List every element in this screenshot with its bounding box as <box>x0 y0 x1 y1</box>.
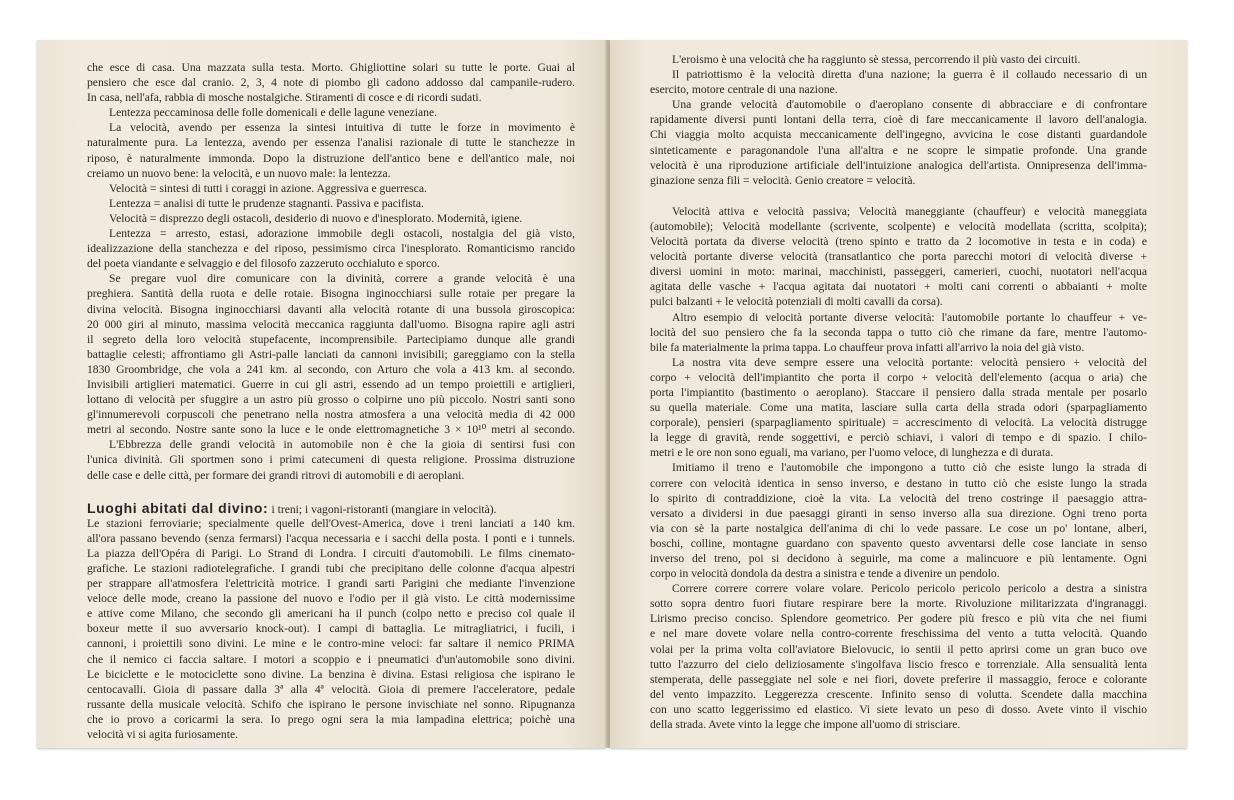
text-line: Chi viaggia molto acquista meccanicamente dell'ingegno, avvicina le cose distanti guardandole <box>650 128 1147 142</box>
text-line: del poeta viandante e selvaggio e del filosofo zazzeruto occhialuto e sporco. <box>87 257 440 271</box>
text-line: divina velocità. Bisogna inginocchiarsi davanti alla velocità rotante di una bussola giroscopica: <box>87 302 575 316</box>
text-line: porta l'impiantito (bastimento o aeroplano). Staccare il pensiero dalla strada mentale per posarlo <box>650 385 1147 399</box>
right-text-column <box>650 52 1147 732</box>
text-line: locità del suo pensiero che fa la seconda tappa o tutto ciò che rimane da fare, mentre l'automo- <box>650 325 1147 339</box>
text-line: pulci balzanti + le velocità potenziali di molti cavalli da corsa). <box>650 295 943 309</box>
text-line: della strada. Avete vinto la legge che impone all'uomo di strisciare. <box>650 718 961 732</box>
text-line: volai per la prima volta coll'aviatore Bielovucic, io sentii il petto aprirsi come un gran buco ove <box>650 642 1147 656</box>
text-line: L'Ebbrezza delle grandi velocità in automobile non è che la gioia di sentirsi fusi con <box>109 438 575 452</box>
text-line: che io provo a coricarmi la sera. Io prego ogni sera la mia lampadina elettrica; poichè una <box>87 712 575 726</box>
section-heading: Luoghi abitati dal divino: <box>87 500 269 516</box>
text-line: corpo + velocità dell'impiantito che porta il corpo + velocità dell'elemento (acqua o aria) che <box>650 370 1147 384</box>
text-line: sotto sopra dentro fuori fiutare respirare bere la morte. Rivoluzione militarizzata d'ingranaggi. <box>650 597 1147 611</box>
text-line: corporale), pensieri (sparpagliamento spirituale) = accrescimento di velocità. La velocità distrugge <box>650 416 1147 430</box>
text-line: naturalmente pura. La lentezza, avendo per essenza l'analisi razionale di tutte le stanchezze in <box>87 136 575 150</box>
text-line: che esce di casa. Una mazzata sulla testa. Morto. Ghigliottine solari su tutte le porte. Guai al <box>87 61 575 74</box>
text-line: stemperata, delle passeggiate nel sole e nei fiori, dovete preferire il massaggio, feroce e colorante <box>650 672 1147 686</box>
text-line: metri al secondo. Nostre sante sono la luce e le onde elettromagnetiche 3 × 10¹⁰ metri al secondo. <box>87 423 575 437</box>
text-line: Una grande velocità d'automobile o d'aeroplano consente di abbracciare e di confrontare <box>672 98 1147 112</box>
text-line: In casa, nell'afa, rabbia di mosche nostalgiche. Stiramenti di cosce e di ricordi sudati. <box>87 91 482 105</box>
text-line: veloce delle mode, creano la passione del nuovo e l'odio per il già visto. Le città modernissime <box>87 592 575 606</box>
text-line: pensiero che esce dal cranio. 2, 3, 4 note di piombo gli cadono addosso dal campanile-rudero. <box>87 76 575 90</box>
text-line: Velocità attiva e velocità passiva; Velocità maneggiante (chauffeur) e velocità maneggiata <box>672 204 1147 218</box>
text-line: Lentezza = arresto, estasi, adorazione immobile degli ostacoli, nostalgia del già visto, <box>109 227 575 241</box>
text-line: Lentezza = analisi di tutte le prudenze stagnanti. Passiva e pacifista. <box>109 196 424 210</box>
text-line: La nostra vita deve sempre essere una velocità portante: velocità pensiero + velocità del <box>672 355 1147 369</box>
text-line: agitata delle vasche + l'acqua agitata dai nuotatori + molti cani correnti o abbaianti + molte <box>650 280 1147 294</box>
text-line: Se pregare vuol dire comunicare con la divinità, correre a grande velocità è una <box>109 272 575 286</box>
text-line: preghiera. Santità della ruota e delle rotaie. Bisogna inginocchiarsi sulle rotaie per pregare la <box>87 287 575 301</box>
text-line: velocità portante diverse velocità (transatlantico che porta parecchi motori di velocità diverse + <box>650 250 1147 264</box>
section-heading-rest: i treni; i vagoni-ristoranti (mangiare in velocità). <box>271 502 497 516</box>
text-line: Le biciclette e le motociclette sono divine. La benzina è divina. Estasi religiosa che ispirano le <box>87 667 575 681</box>
text-line: lo spirito di contraddizione, cioè la vita. La velocità del treno costringe il paesaggio attra- <box>650 491 1147 505</box>
text-line: lottano di velocità per sfuggire a un astro più grosso o colpirne uno più piccolo. Nostri santi sono <box>87 393 575 407</box>
text-line: gl'innumerevoli corpuscoli che penetrano nella nostra atmosfera a una velocità media di 42 000 <box>87 408 575 422</box>
text-line: 20 000 giri al minuto, massima velocità meccanica raggiunta dall'uomo. Bisogna rapire agli astri <box>87 317 575 331</box>
right-page <box>610 40 1187 748</box>
text-line: Le stazioni ferroviarie; specialmente quelle dell'Ovest-America, dove i treni lanciati a 140 km. <box>87 516 575 530</box>
text-line: Imitiamo il treno e l'automobile che impongono a tutto ciò che esiste lungo la strada di <box>672 461 1147 475</box>
text-line: 1830 Groombridge, che vola a 241 km. al secondo, con Arturo che vola a 413 km. al secondo. <box>87 362 575 376</box>
text-line: il segreto della loro velocità stupefacente, incomprensibile. Partecipiamo dunque alle grandi <box>87 332 575 346</box>
text-line: per strappare all'atmosfera l'elettricità motrice. I grandi sarti Parigini che mediante l'invenzione <box>87 577 575 591</box>
text-line: correre con velocità identica in senso inverso, e destano in tutto ciò che esiste lungo la strada <box>650 476 1147 490</box>
text-line: battaglie celesti; affrontiamo gli Astri-palle lanciati da cannoni invisibili; gareggiamo con la stella <box>87 347 575 361</box>
text-line: Il patriottismo è la velocità diretta d'una nazione; la guerra è il collaudo necessario di un <box>672 68 1147 82</box>
left-text-column <box>87 60 575 742</box>
text-line: Lirismo preciso conciso. Splendore geometrico. Per godere più fresco e più vita che nei fiumi <box>650 612 1147 626</box>
text-line: boschi, colline, montagne guardano con spavento questo avventarsi delle cose lanciate in senso <box>650 536 1147 550</box>
text-line: creiamo un nuovo bene: la velocità, e un nuovo male: la lentezza. <box>87 166 391 180</box>
text-line: versato a dividersi in due paesaggi giranti in senso inverso alla sua direzione. Ogni treno porta <box>650 506 1147 520</box>
text-line: sinteticamente e paragonandole l'una all'altra e ne scopre le simpatie profonde. Una grande <box>650 143 1147 157</box>
text-line: Velocità = disprezzo degli ostacoli, desiderio di nuovo e d'inesplorato. Modernità, igiene. <box>109 211 523 225</box>
text-line: esercito, motore centrale di una nazione. <box>650 83 838 97</box>
text-line: russante della musicale velocità. Schifo che ispirano le persone invischiate nel sonno. Ripugnanza <box>87 697 575 711</box>
left-page <box>37 40 606 748</box>
text-line: La piazza dell'Opéra di Parigi. Lo Strand di Londra. I circuiti d'automobili. Le films cinemato- <box>87 546 575 560</box>
text-line: all'ora passano bevendo (senza fermarsi) l'acqua necessaria e i sacchi della posta. I ponti e i tunnels. <box>87 531 575 545</box>
text-line: velocità vi si agita furiosamente. <box>87 728 238 742</box>
text-line: metri e le ore non sono eguali, ma variano, per l'uomo veloce, di lunghezza e di durata. <box>650 446 1054 460</box>
text-line: tutto l'azzurro del cielo deliziosamente s'ingolfava liscio fresco e torrenziale. Alla sensualità lenta <box>650 657 1147 671</box>
text-line: e nel mare dovete volare nella contro-corrente freschissima del vento a tutta velocità. Quando <box>650 627 1147 641</box>
text-line: Correre correre correre volare volare. Pericolo pericolo pericolo pericolo a destra a sinistra <box>672 582 1147 596</box>
text-line: e attive come Milano, che secondo gli americani ha il punch (colpo netto e preciso col quale il <box>87 607 575 621</box>
text-line: l'unica divinità. Gli sportmen sono i primi catecumeni di questa religione. Prossima distruzione <box>87 453 575 467</box>
text-line: riposo, è naturalmente immonda. Dopo la distruzione dell'antico bene e dell'antico male, noi <box>87 151 575 165</box>
text-line: Velocità portata da diverse velocità (treno spinto e tratto da 2 locomotive in testa e in coda) e <box>650 235 1147 249</box>
text-line: del vento impazzito. Leggerezza crescente. Infinito senso di volutta. Scendete dalla macchina <box>650 687 1147 701</box>
text-line: La velocità, avendo per essenza la sintesi intuitiva di tutte le forze in movimento è <box>109 121 575 135</box>
text-line: Altro esempio di velocità portante diverse velocità: l'automobile portante lo chauffeur + ve- <box>672 310 1147 324</box>
text-line: (automobile); Velocità modellante (scrivente, scolpente) e velocità modellata (scritta, scolpita); <box>650 219 1147 233</box>
text-line: velocità è una riproduzione artificiale dell'intuizione analogica dell'artista. Onnipresenza dell'imma- <box>650 158 1147 172</box>
text-line: Velocità = sintesi di tutti i coraggi in azione. Aggressiva e guerresca. <box>109 181 427 195</box>
text-line: corpo in velocità dondola da destra a sinistra e tende a divenire un pendolo. <box>650 567 1000 581</box>
text-line: rapidamente diversi punti lontani della terra, cioè di fare meccanicamente il lavoro dell'analogia. <box>650 113 1147 127</box>
text-line: via con sè la parte nostalgica dell'anima di chi lo vede passare. Le cose un po' lontane, alberi, <box>650 521 1147 535</box>
text-line: con uno scatto leggerissimo ed elastico. Vi siete levato un peso di dosso. Avete vinto il vischio <box>650 702 1147 716</box>
text-line: delle case e delle città, per formare dei grandi ritrovi di automobili e di aeroplani. <box>87 468 465 482</box>
text-line: la legge di gravità, rende soggettivi, e perciò schiavi, i valori di tempo e di spazio. I chilo- <box>650 431 1147 445</box>
text-line: Invisibili artiglieri matematici. Guerre in cui gli astri, essendo ad un tempo proiettili e artiglieri, <box>87 377 575 391</box>
text-line: inverso del treno, poi si decidono à seguirle, ma come a malincuore e più lentamente. Ogni <box>650 552 1147 565</box>
text-line: idealizzazione della stanchezza e del riposo, pessimismo circa l'inesplorato. Romanticismo rancido <box>87 242 575 256</box>
section-heading-line <box>87 501 575 516</box>
text-line: centocavalli. Gioia di passare dalla 3ª alla 4ª velocità. Gioia di premere l'acceleratore, pedale <box>87 682 575 696</box>
text-line: bile fa materialmente la prima tappa. Lo chauffeur prova infatti all'arrivo la noia del già visto. <box>650 340 1085 354</box>
text-line: su quella materiale. Come una matita, lasciare sulla carta della strada odori (sparpagliamento <box>650 401 1147 415</box>
text-line: che il nemico ci faccia saltare. I motori a scoppio e i pneumatici d'un'automobile sono divini. <box>87 652 575 666</box>
text-line: Lentezza peccaminosa delle folle domenicali e delle lagune veneziane. <box>109 106 437 120</box>
text-line: diversi uomini in moto: marinai, macchinisti, passeggeri, camerieri, cuochi, nuotatori nell'acqua <box>650 265 1147 279</box>
text-line: grafiche. Le stazioni radiotelegrafiche. I grandi tubi che precipitano delle colonne d'acqua alpestri <box>87 562 575 575</box>
text-line: cannoni, i proiettili sono divini. Le mine e le contro-mine veloci: far saltare il nemico PRIMA <box>87 637 575 651</box>
text-line: L'eroismo è una velocità che ha raggiunto sè stessa, percorrendo il più vasto dei circuiti. <box>672 53 1081 66</box>
text-line: boxeur mette il suo avversario knock-out). I campi di battaglia. Le mitragliatrici, i fucili, i <box>87 622 575 636</box>
text-line: ginazione senza fili = velocità. Genio creatore = velocità. <box>650 173 916 187</box>
